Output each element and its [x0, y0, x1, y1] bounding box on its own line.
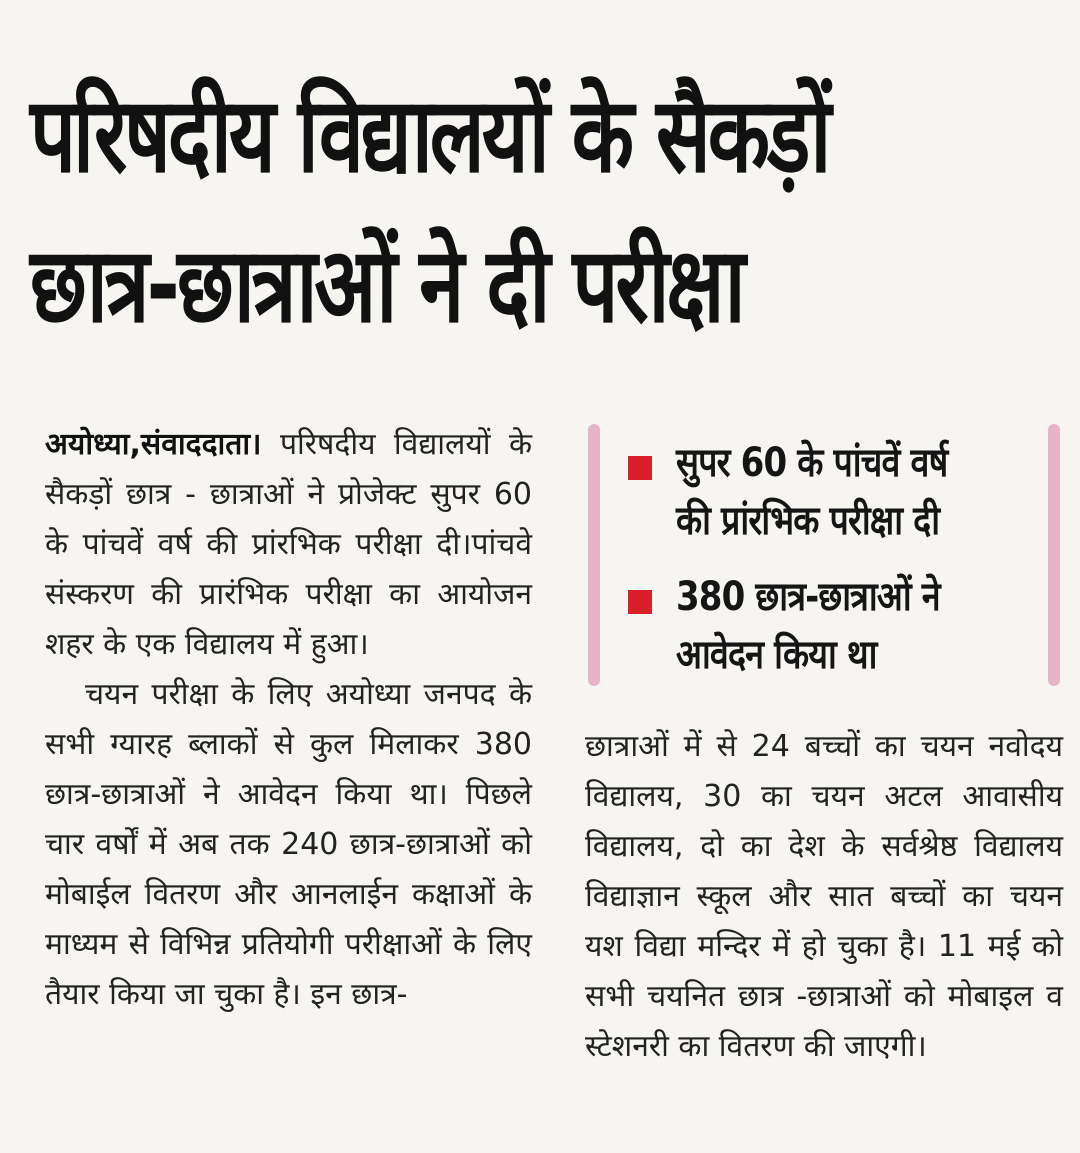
- dateline: अयोध्या,संवाददाता।: [45, 427, 262, 462]
- article-column-right: [585, 722, 1063, 1072]
- highlight-list: [628, 434, 1038, 702]
- bullet-square-icon: [628, 590, 652, 614]
- highlight-item-line: 380 छात्र-छात्राओं ने: [676, 574, 940, 620]
- bullet-square-icon: [628, 456, 652, 480]
- article-paragraph-2: चयन परीक्षा के लिए अयोध्या जनपद के सभी ग्यारह ब्लाकों से कुल मिलाकर 380 छात्र-छात्राओं ने आवेदन किया था। पिछले चार वर्षों में अब तक 240 छात्र-छात्राओं को मोबाईल वितरण और आनलाईन कक्षाओं के माध्यम से विभिन्न प्रतियोगी परीक्षाओं के लिए तैयार किया जा चुका है। इन छात्र-: [45, 677, 532, 1012]
- highlight-bar-right: [1048, 424, 1060, 686]
- headline-line-1: परिषदीय विद्यालयों के सैकड़ों: [30, 74, 829, 196]
- highlight-item: [628, 568, 1038, 684]
- article-paragraph-1-text: परिषदीय विद्यालयों के सैकड़ों छात्र - छात्राओं ने प्रोजेक्ट सुपर 60 के पांचवें वर्ष की प्रांरभिक परीक्षा दी।पांचवे संस्करण की प्रारंभिक परीक्षा का आयोजन शहर के एक विद्यालय में हुआ।: [45, 427, 532, 662]
- highlight-item: [628, 434, 1038, 550]
- highlight-item-line: सुपर 60 के पांचवें वर्ष: [676, 440, 948, 486]
- highlight-item-line: आवेदन किया था: [676, 632, 877, 678]
- highlight-item-line: की प्रांरभिक परीक्षा दी: [676, 498, 940, 544]
- article-column-left: [45, 420, 532, 1020]
- highlight-box: [588, 424, 1060, 686]
- article-paragraph-3: छात्राओं में से 24 बच्चों का चयन नवोदय विद्यालय, 30 का चयन अटल आवासीय विद्यालय, दो का देश के सर्वश्रेष्ठ विद्यालय विद्याज्ञान स्कूल और सात बच्चों का चयन यश विद्या मन्दिर में हो चुका है। 11 मई को सभी चयनित छात्र -छात्राओं को मोबाइल व स्टेशनरी का वितरण की जाएगी।: [585, 729, 1063, 1064]
- headline-line-2: छात्र-छात्राओं ने दी परीक्षा: [30, 224, 743, 346]
- highlight-bar-left: [588, 424, 600, 686]
- headline: [30, 60, 1060, 360]
- article-paragraph-1: [45, 420, 532, 670]
